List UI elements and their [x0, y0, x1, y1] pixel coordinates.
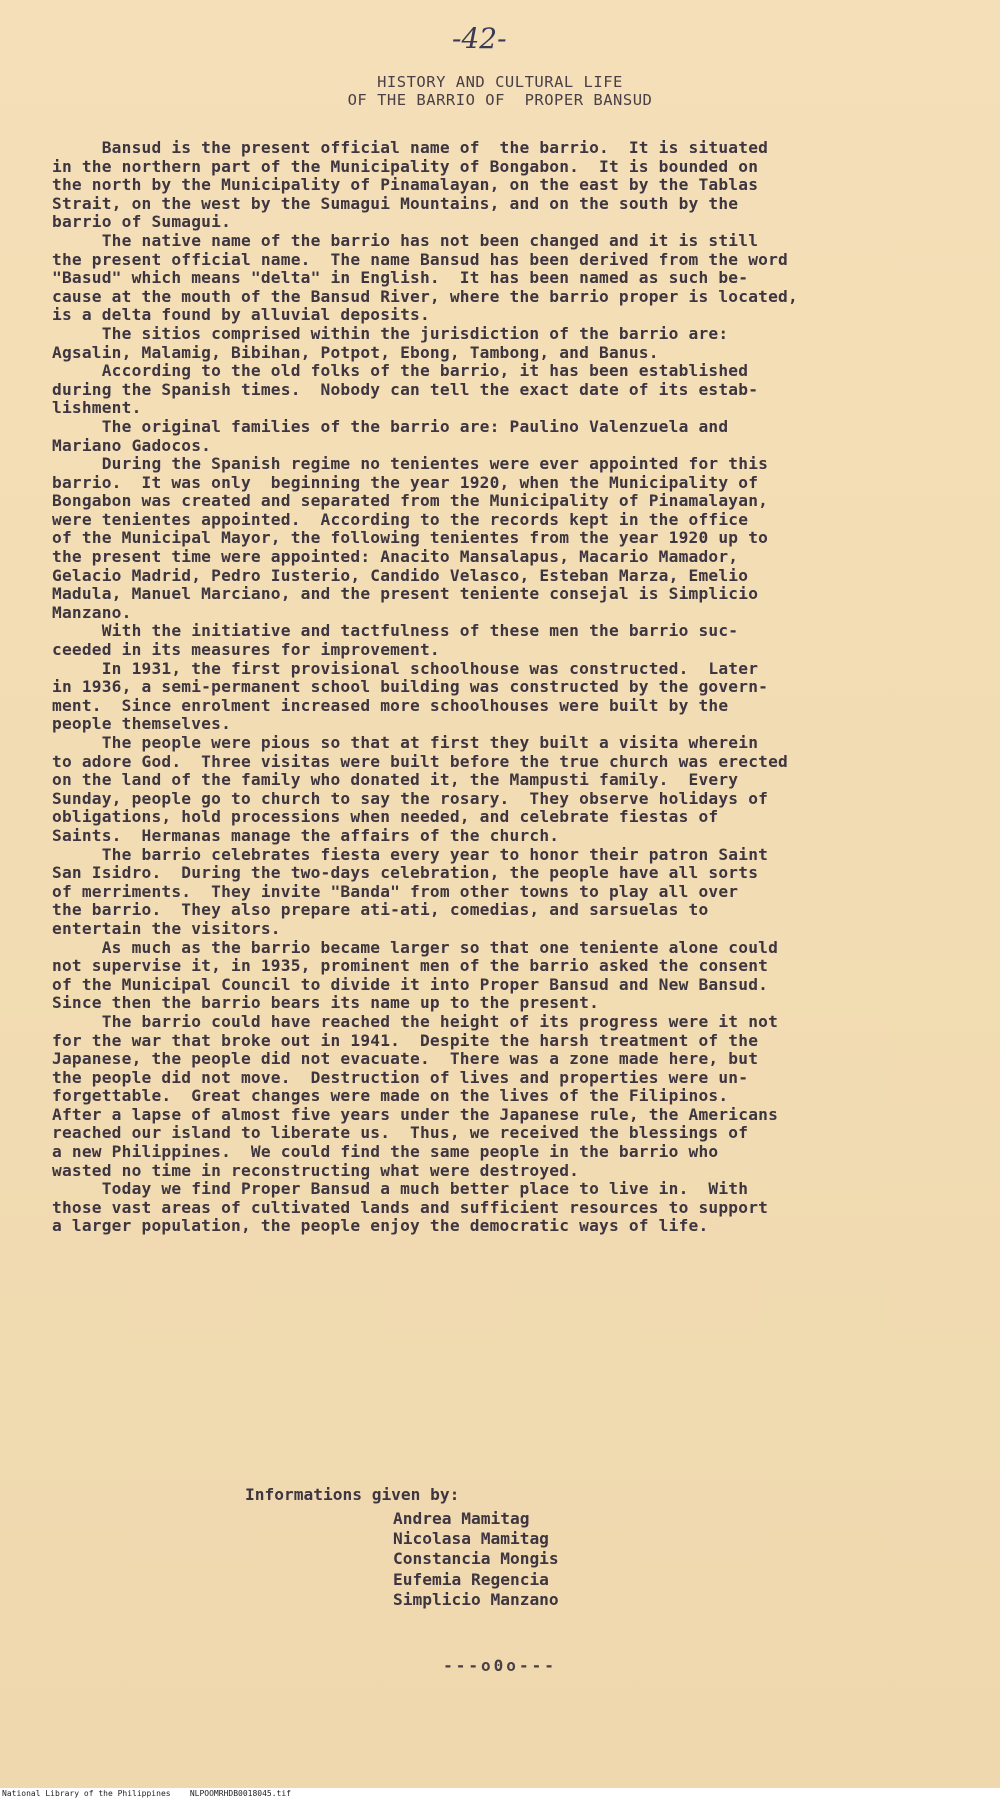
body-line: San Isidro. During the two-days celebration, the people have all sorts — [52, 863, 759, 883]
body-line: a new Philippines. We could find the same people in the barrio who — [52, 1142, 719, 1162]
informants-block — [245, 1486, 559, 1611]
body-line: Saints. Hermanas manage the affairs of the church. — [52, 825, 560, 845]
body-line: The people were pious so that at first they built a visita wherein — [52, 733, 759, 752]
body-line: lishment. — [52, 398, 142, 418]
body-line: The barrio celebrates fiesta every year to honor their patron Saint — [52, 844, 769, 864]
body-text — [52, 139, 952, 1236]
body-line: barrio. It was only beginning the year 1920, when the Municipality of — [52, 472, 759, 492]
body-line: The barrio could have reached the height of its progress were it not — [52, 1011, 779, 1031]
body-line: not supervise it, in 1935, prominent men of the barrio asked the consent — [52, 956, 769, 976]
body-line: During the Spanish regime no tenientes were ever appointed for this — [52, 454, 769, 474]
body-line: Gelacio Madrid, Pedro Iusterio, Candido Velasco, Esteban Marza, Emelio — [52, 565, 749, 585]
body-line: people themselves. — [52, 714, 232, 734]
body-line: Bongabon was created and separated from the Municipality of Pinamalayan, — [52, 491, 769, 511]
body-line: entertain the visitors. — [52, 918, 281, 938]
informants-list — [393, 1509, 559, 1611]
informant-name: Eufemia Regencia — [393, 1569, 549, 1589]
body-line: the people did not move. Destruction of lives and properties were un- — [52, 1067, 749, 1087]
body-line: The sitios comprised within the jurisdiction of the barrio are: — [52, 323, 729, 343]
informants-label: Informations given by: — [245, 1485, 460, 1504]
body-line: Today we find Proper Bansud a much better place to live in. With — [52, 1179, 749, 1199]
body-line: a larger population, the people enjoy the democratic ways of life. — [52, 1216, 709, 1236]
body-line: Bansud is the present official name of the barrio. It is situated — [52, 138, 769, 157]
body-line: during the Spanish times. Nobody can tell the exact date of its estab- — [52, 379, 759, 399]
body-line: forgettable. Great changes were made on the lives of the Filipinos. — [52, 1086, 729, 1106]
informant-name: Nicolasa Mamitag — [393, 1529, 549, 1548]
title-line-1: HISTORY AND CULTURAL LIFE — [377, 73, 623, 91]
body-line: The original families of the barrio are: Paulino Valenzuela and — [52, 416, 729, 436]
body-line: After a lapse of almost five years under the Japanese rule, the Americans — [52, 1104, 779, 1124]
informant-name: Simplicio Manzano — [393, 1590, 559, 1610]
body-line: of the Municipal Council to divide it into Proper Bansud and New Bansud. — [52, 974, 769, 994]
body-line: The native name of the barrio has not been changed and it is still — [52, 230, 759, 250]
body-line: to adore God. Three visitas were built before the true church was erected — [52, 751, 788, 771]
informant-name: Andrea Mamitag — [393, 1508, 530, 1528]
body-line: cause at the mouth of the Bansud River, where the barrio proper is located, — [52, 286, 798, 306]
body-line: Strait, on the west by the Sumagui Mountains, and on the south by the — [52, 193, 739, 213]
footer-text: National Library of the Philippines NLPOOMRHDB0018045.tif — [2, 1789, 291, 1798]
body-line: for the war that broke out in 1941. Despite the harsh treatment of the — [52, 1030, 759, 1050]
body-line: those vast areas of cultivated lands and sufficient resources to support — [52, 1197, 769, 1217]
body-line: "Basud" which means "delta" in English. It has been named as such be- — [52, 268, 749, 288]
body-line: As much as the barrio became larger so that one teniente alone could — [52, 937, 779, 957]
body-line: in the northern part of the Municipality of Bongabon. It is bounded on — [52, 156, 759, 176]
body-line: the present official name. The name Bansud has been derived from the word — [52, 249, 788, 269]
body-line: barrio of Sumagui. — [52, 212, 232, 232]
document-title — [0, 73, 1000, 109]
informant-name: Constancia Mongis — [393, 1549, 559, 1569]
body-line: the barrio. They also prepare ati-ati, comedias, and sarsuelas to — [52, 900, 709, 920]
body-line: the present time were appointed: Anacito Mansalapus, Macario Mamador, — [52, 547, 739, 567]
body-line: in 1936, a semi-permanent school building was constructed by the govern- — [52, 677, 769, 697]
body-line: Manzano. — [52, 602, 132, 622]
body-line: were tenientes appointed. According to the records kept in the office — [52, 509, 749, 529]
body-line: Japanese, the people did not evacuate. There was a zone made here, but — [52, 1049, 759, 1069]
body-line: obligations, hold processions when needed, and celebrate fiestas of — [52, 807, 719, 827]
body-line: Since then the barrio bears its name up to the present. — [52, 993, 600, 1013]
end-divider: ---o0o--- — [443, 1656, 557, 1675]
body-line: Mariano Gadocos. — [52, 435, 212, 455]
body-line: ceeded in its measures for improvement. — [52, 640, 440, 660]
body-line: ment. Since enrolment increased more schoolhouses were built by the — [52, 695, 729, 715]
body-line: In 1931, the first provisional schoolhouse was constructed. Later — [52, 658, 759, 678]
body-line: the north by the Municipality of Pinamalayan, on the east by the Tablas — [52, 175, 759, 195]
body-line: is a delta found by alluvial deposits. — [52, 305, 430, 325]
body-line: reached our island to liberate us. Thus, we received the blessings of — [52, 1123, 749, 1143]
body-line: Sunday, people go to church to say the rosary. They observe holidays of — [52, 788, 769, 808]
body-line: on the land of the family who donated it, the Mampusti family. Every — [52, 770, 739, 790]
page-number: -42- — [452, 22, 507, 55]
footer-bar — [0, 1788, 1000, 1800]
body-line: of merriments. They invite "Banda" from other towns to play all over — [52, 881, 739, 901]
body-line: According to the old folks of the barrio, it has been established — [52, 361, 749, 381]
body-line: Madula, Manuel Marciano, and the present teniente consejal is Simplicio — [52, 584, 759, 604]
title-line-2: OF THE BARRIO OF PROPER BANSUD — [347, 91, 653, 109]
body-line: With the initiative and tactfulness of these men the barrio suc- — [52, 621, 739, 641]
body-line: Agsalin, Malamig, Bibihan, Potpot, Ebong, Tambong, and Banus. — [52, 342, 659, 362]
body-line: of the Municipal Mayor, the following tenientes from the year 1920 up to — [52, 528, 769, 548]
body-line: wasted no time in reconstructing what were destroyed. — [52, 1160, 580, 1180]
